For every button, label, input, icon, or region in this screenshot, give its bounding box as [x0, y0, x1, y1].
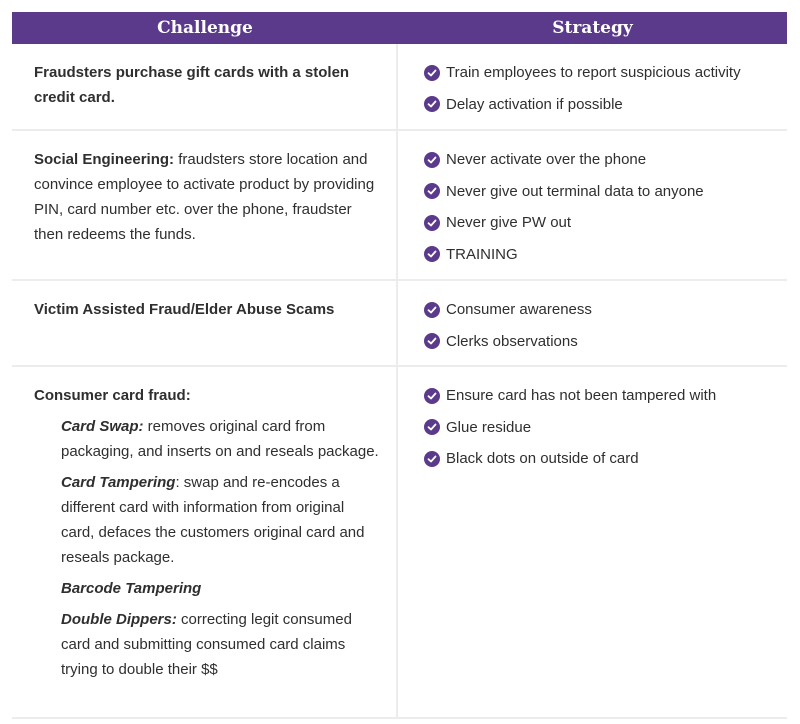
- check-circle-icon: [424, 451, 440, 467]
- list-item: [424, 147, 777, 172]
- check-circle-icon: [424, 215, 440, 231]
- list-item: [424, 415, 777, 440]
- strategy-cell: [398, 131, 787, 279]
- challenge-title: Fraudsters purchase gift cards with a stolen credit card.: [34, 64, 350, 106]
- sub-item-term: Card Tampering: [61, 474, 176, 491]
- sub-item-term: Double Dippers:: [61, 611, 177, 628]
- sub-item: [61, 414, 380, 464]
- list-item: [424, 60, 777, 85]
- sub-item: [61, 470, 380, 570]
- header-strategy: Strategy: [552, 18, 633, 38]
- list-item: [424, 383, 777, 408]
- strategy-text: Delay activation if possible: [446, 95, 623, 113]
- challenge-title: Victim Assisted Fraud/Elder Abuse Scams: [34, 301, 335, 318]
- check-circle-icon: [424, 96, 440, 112]
- list-item: [424, 297, 777, 322]
- table-row: [12, 367, 787, 719]
- strategy-text: TRAINING: [446, 245, 518, 263]
- list-item: [424, 179, 777, 204]
- strategy-text: Never activate over the phone: [446, 151, 647, 168]
- list-item: [424, 242, 777, 267]
- sub-item-term: Barcode Tampering: [61, 580, 202, 597]
- strategy-text: Black dots on outside of card: [446, 450, 639, 467]
- strategy-text: Train employees to report suspicious activity: [446, 64, 741, 81]
- strategy-cell: [398, 44, 787, 129]
- strategy-cell: [398, 367, 787, 717]
- strategy-cell: [398, 281, 787, 365]
- challenge-title: Consumer card fraud:: [34, 387, 191, 404]
- strategy-text: Never give out terminal data to anyone: [446, 182, 704, 200]
- sub-item-text: correcting legit consumed card and submitting consumed card claims trying to double their $$: [61, 611, 352, 678]
- strategy-text: Clerks observations: [446, 332, 578, 350]
- check-circle-icon: [424, 65, 440, 81]
- table-row: [12, 281, 787, 367]
- sub-item-text: : swap and re-encodes a different card with information from original card, defaces the customers original card and reseals package.: [61, 474, 365, 566]
- sub-item: [61, 607, 380, 682]
- list-item: [424, 210, 777, 235]
- check-circle-icon: [424, 388, 440, 404]
- challenge-description: fraudsters store location and convince employee to activate product by providing PIN, card number etc. over the phone, fraudster then redeems the funds.: [34, 151, 375, 243]
- strategy-text: Glue residue: [446, 418, 532, 436]
- check-circle-icon: [424, 183, 440, 199]
- table-row: [12, 131, 787, 281]
- table-row: [12, 44, 787, 131]
- strategy-text: Consumer awareness: [446, 301, 592, 318]
- check-circle-icon: [424, 152, 440, 168]
- list-item: [424, 446, 777, 471]
- check-circle-icon: [424, 246, 440, 262]
- check-circle-icon: [424, 333, 440, 349]
- header-challenge: Challenge: [157, 18, 253, 38]
- check-circle-icon: [424, 302, 440, 318]
- table-header: [12, 12, 787, 44]
- list-item: [424, 329, 777, 354]
- challenge-title: Social Engineering:: [34, 151, 175, 168]
- challenge-cell: [12, 367, 398, 717]
- sub-item: [61, 576, 380, 601]
- sub-item-term: Card Swap:: [61, 418, 144, 435]
- strategy-text: Ensure card has not been tampered with: [446, 387, 717, 404]
- check-circle-icon: [424, 419, 440, 435]
- challenge-cell: [12, 281, 398, 365]
- sub-item-text: removes original card from packaging, and inserts on and reseals package.: [61, 418, 379, 460]
- list-item: [424, 92, 777, 117]
- challenge-cell: [12, 131, 398, 279]
- challenge-cell: [12, 44, 398, 129]
- strategy-text: Never give PW out: [446, 214, 572, 231]
- challenge-strategy-table: [12, 12, 787, 719]
